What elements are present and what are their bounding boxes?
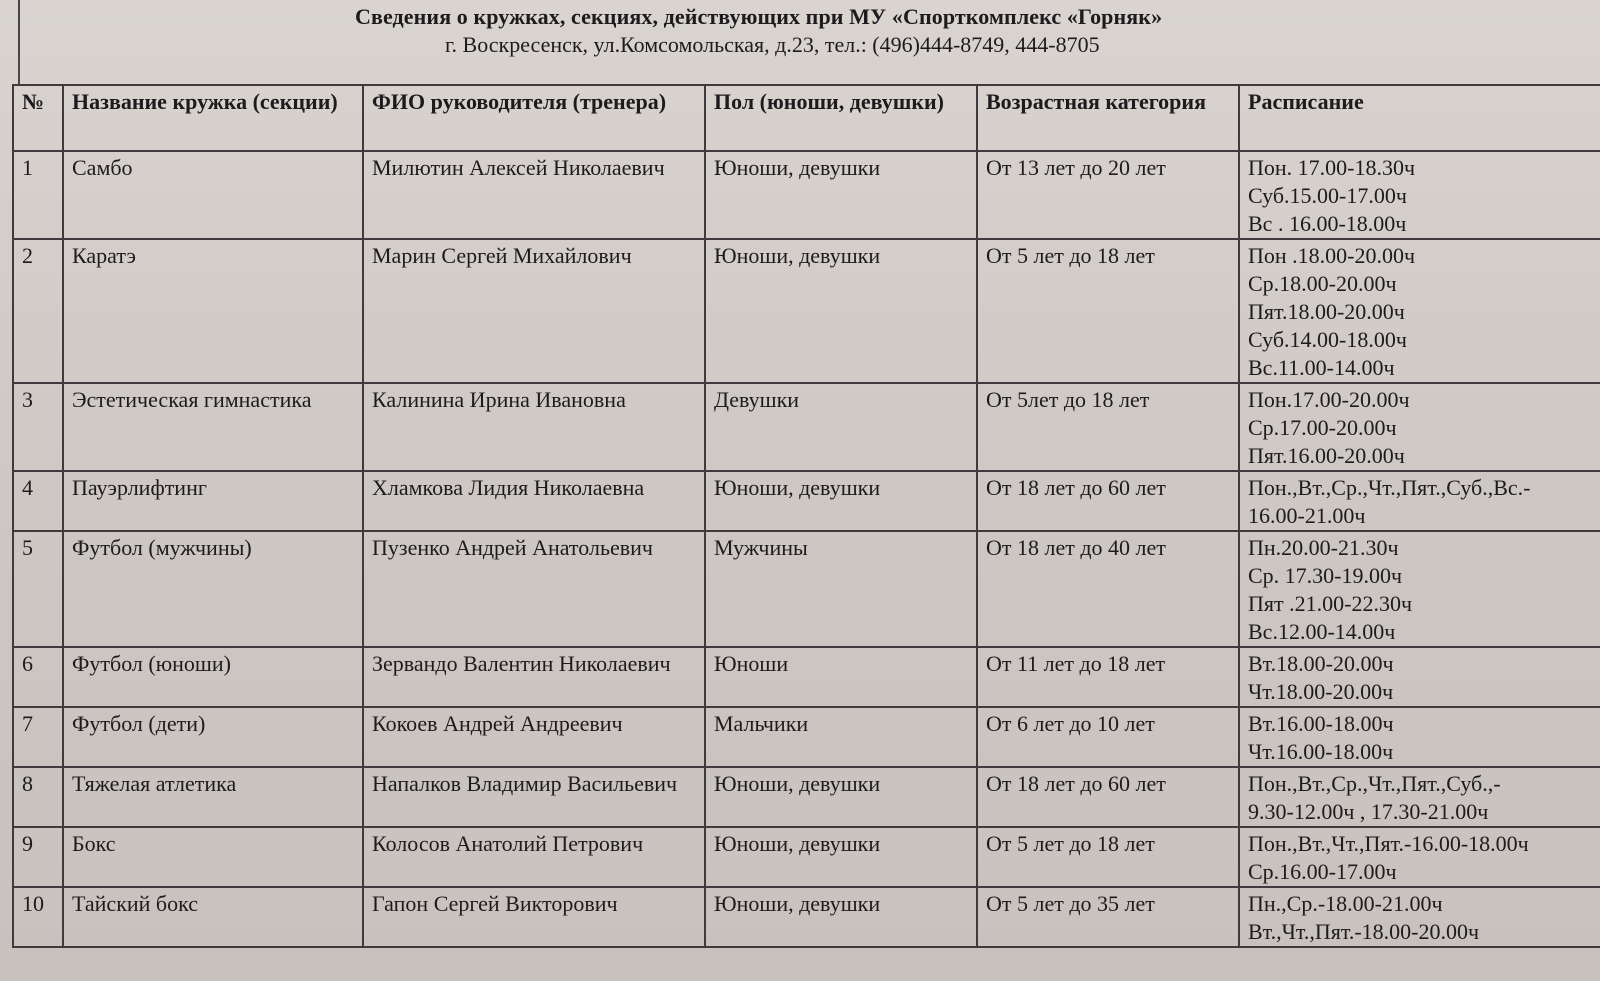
- schedule-line: Пон .18.00-20.00ч: [1248, 243, 1416, 268]
- cell-name: Футбол (юноши): [63, 647, 363, 707]
- schedule-line: Чт.16.00-18.00ч: [1248, 739, 1394, 764]
- schedule-line: 9.30-12.00ч , 17.30-21.00ч: [1248, 799, 1489, 824]
- schedule-line: 16.00-21.00ч: [1248, 503, 1366, 528]
- table-header-row: [13, 85, 1600, 151]
- cell-schedule: [1239, 887, 1600, 947]
- sections-table: [12, 84, 1600, 948]
- document-title: Сведения о кружках, секциях, действующих при МУ «Спорткомплекс «Горняк»: [355, 4, 1163, 29]
- header-schedule: Расписание: [1239, 85, 1600, 151]
- schedule-line: Пон. 17.00-18.30ч: [1248, 155, 1416, 180]
- schedule-line: Ср. 17.30-19.00ч: [1248, 563, 1403, 588]
- cell-leader: Милютин Алексей Николаевич: [363, 151, 705, 239]
- schedule-line: Суб.15.00-17.00ч: [1248, 183, 1407, 208]
- cell-age: От 6 лет до 10 лет: [977, 707, 1239, 767]
- schedule-line: Вс . 16.00-18.00ч: [1248, 211, 1407, 236]
- schedule-line: Чт.18.00-20.00ч: [1248, 679, 1394, 704]
- cell-leader: Кокоев Андрей Андреевич: [363, 707, 705, 767]
- table-row: [13, 239, 1600, 383]
- cell-name: Футбол (мужчины): [63, 531, 363, 647]
- cell-name: Бокс: [63, 827, 363, 887]
- cell-num: 10: [13, 887, 63, 947]
- cell-age: От 11 лет до 18 лет: [977, 647, 1239, 707]
- cell-gender: Юноши, девушки: [705, 827, 977, 887]
- cell-schedule: [1239, 239, 1600, 383]
- schedule-line: Вт.,Чт.,Пят.-18.00-20.00ч: [1248, 919, 1480, 944]
- document-subtitle: г. Воскресенск, ул.Комсомольская, д.23, тел.: (496)444-8749, 444-8705: [445, 32, 1100, 57]
- cell-leader: Напалков Владимир Васильевич: [363, 767, 705, 827]
- cell-schedule: [1239, 531, 1600, 647]
- schedule-line: Суб.14.00-18.00ч: [1248, 327, 1407, 352]
- table-row: [13, 531, 1600, 647]
- cell-leader: Пузенко Андрей Анатольевич: [363, 531, 705, 647]
- header-leader: ФИО руководителя (тренера): [363, 85, 705, 151]
- cell-name: Каратэ: [63, 239, 363, 383]
- cell-age: От 18 лет до 60 лет: [977, 471, 1239, 531]
- cell-num: 4: [13, 471, 63, 531]
- cell-schedule: [1239, 151, 1600, 239]
- cell-num: 6: [13, 647, 63, 707]
- cell-schedule: [1239, 767, 1600, 827]
- cell-num: 3: [13, 383, 63, 471]
- schedule-line: Пон.,Вт.,Чт.,Пят.-16.00-18.00ч: [1248, 831, 1529, 856]
- cell-num: 1: [13, 151, 63, 239]
- page-left-rule: [18, 0, 20, 84]
- header-age: Возрастная категория: [977, 85, 1239, 151]
- cell-leader: Хламкова Лидия Николаевна: [363, 471, 705, 531]
- schedule-line: Ср.18.00-20.00ч: [1248, 271, 1397, 296]
- cell-age: От 5 лет до 35 лет: [977, 887, 1239, 947]
- schedule-line: Вт.16.00-18.00ч: [1248, 711, 1394, 736]
- schedule-line: Пон.,Вт.,Ср.,Чт.,Пят.,Суб.,Вс.-: [1248, 475, 1531, 500]
- cell-leader: Колосов Анатолий Петрович: [363, 827, 705, 887]
- table-body: [13, 151, 1600, 947]
- cell-age: От 5 лет до 18 лет: [977, 239, 1239, 383]
- schedule-line: Пон.,Вт.,Ср.,Чт.,Пят.,Суб.,-: [1248, 771, 1501, 796]
- schedule-line: Пн.,Ср.-18.00-21.00ч: [1248, 891, 1443, 916]
- cell-gender: Юноши, девушки: [705, 767, 977, 827]
- table-row: [13, 887, 1600, 947]
- cell-schedule: [1239, 647, 1600, 707]
- cell-gender: Мужчины: [705, 531, 977, 647]
- cell-age: От 5лет до 18 лет: [977, 383, 1239, 471]
- cell-gender: Юноши, девушки: [705, 887, 977, 947]
- schedule-line: Вс.12.00-14.00ч: [1248, 619, 1396, 644]
- cell-name: Пауэрлифтинг: [63, 471, 363, 531]
- cell-schedule: [1239, 471, 1600, 531]
- cell-leader: Гапон Сергей Викторович: [363, 887, 705, 947]
- table-row: [13, 767, 1600, 827]
- cell-gender: Юноши, девушки: [705, 151, 977, 239]
- header-gender: Пол (юноши, девушки): [705, 85, 977, 151]
- header-name: Название кружка (секции): [63, 85, 363, 151]
- schedule-line: Вт.18.00-20.00ч: [1248, 651, 1394, 676]
- cell-gender: Девушки: [705, 383, 977, 471]
- schedule-line: Ср.16.00-17.00ч: [1248, 859, 1397, 884]
- cell-num: 2: [13, 239, 63, 383]
- cell-schedule: [1239, 383, 1600, 471]
- cell-gender: Юноши, девушки: [705, 471, 977, 531]
- cell-leader: Зервандо Валентин Николаевич: [363, 647, 705, 707]
- schedule-line: Пят.18.00-20.00ч: [1248, 299, 1405, 324]
- cell-name: Тайский бокс: [63, 887, 363, 947]
- schedule-line: Пн.20.00-21.30ч: [1248, 535, 1399, 560]
- cell-schedule: [1239, 707, 1600, 767]
- header-num: №: [13, 85, 63, 151]
- schedule-line: Пон.17.00-20.00ч: [1248, 387, 1410, 412]
- table-row: [13, 383, 1600, 471]
- cell-num: 9: [13, 827, 63, 887]
- schedule-line: Ср.17.00-20.00ч: [1248, 415, 1397, 440]
- cell-gender: Юноши: [705, 647, 977, 707]
- cell-age: От 18 лет до 40 лет: [977, 531, 1239, 647]
- table-row: [13, 647, 1600, 707]
- schedule-line: Вс.11.00-14.00ч: [1248, 355, 1395, 380]
- cell-schedule: [1239, 827, 1600, 887]
- table-row: [13, 151, 1600, 239]
- cell-num: 7: [13, 707, 63, 767]
- schedule-line: Пят .21.00-22.30ч: [1248, 591, 1413, 616]
- cell-age: От 5 лет до 18 лет: [977, 827, 1239, 887]
- cell-name: Эстетическая гимнастика: [63, 383, 363, 471]
- schedule-line: Пят.16.00-20.00ч: [1248, 443, 1405, 468]
- cell-num: 8: [13, 767, 63, 827]
- cell-name: Тяжелая атлетика: [63, 767, 363, 827]
- table-row: [13, 707, 1600, 767]
- cell-age: От 13 лет до 20 лет: [977, 151, 1239, 239]
- cell-num: 5: [13, 531, 63, 647]
- cell-gender: Мальчики: [705, 707, 977, 767]
- table-row: [13, 827, 1600, 887]
- cell-gender: Юноши, девушки: [705, 239, 977, 383]
- table-row: [13, 471, 1600, 531]
- cell-leader: Марин Сергей Михайлович: [363, 239, 705, 383]
- cell-leader: Калинина Ирина Ивановна: [363, 383, 705, 471]
- cell-name: Футбол (дети): [63, 707, 363, 767]
- cell-name: Самбо: [63, 151, 363, 239]
- cell-age: От 18 лет до 60 лет: [977, 767, 1239, 827]
